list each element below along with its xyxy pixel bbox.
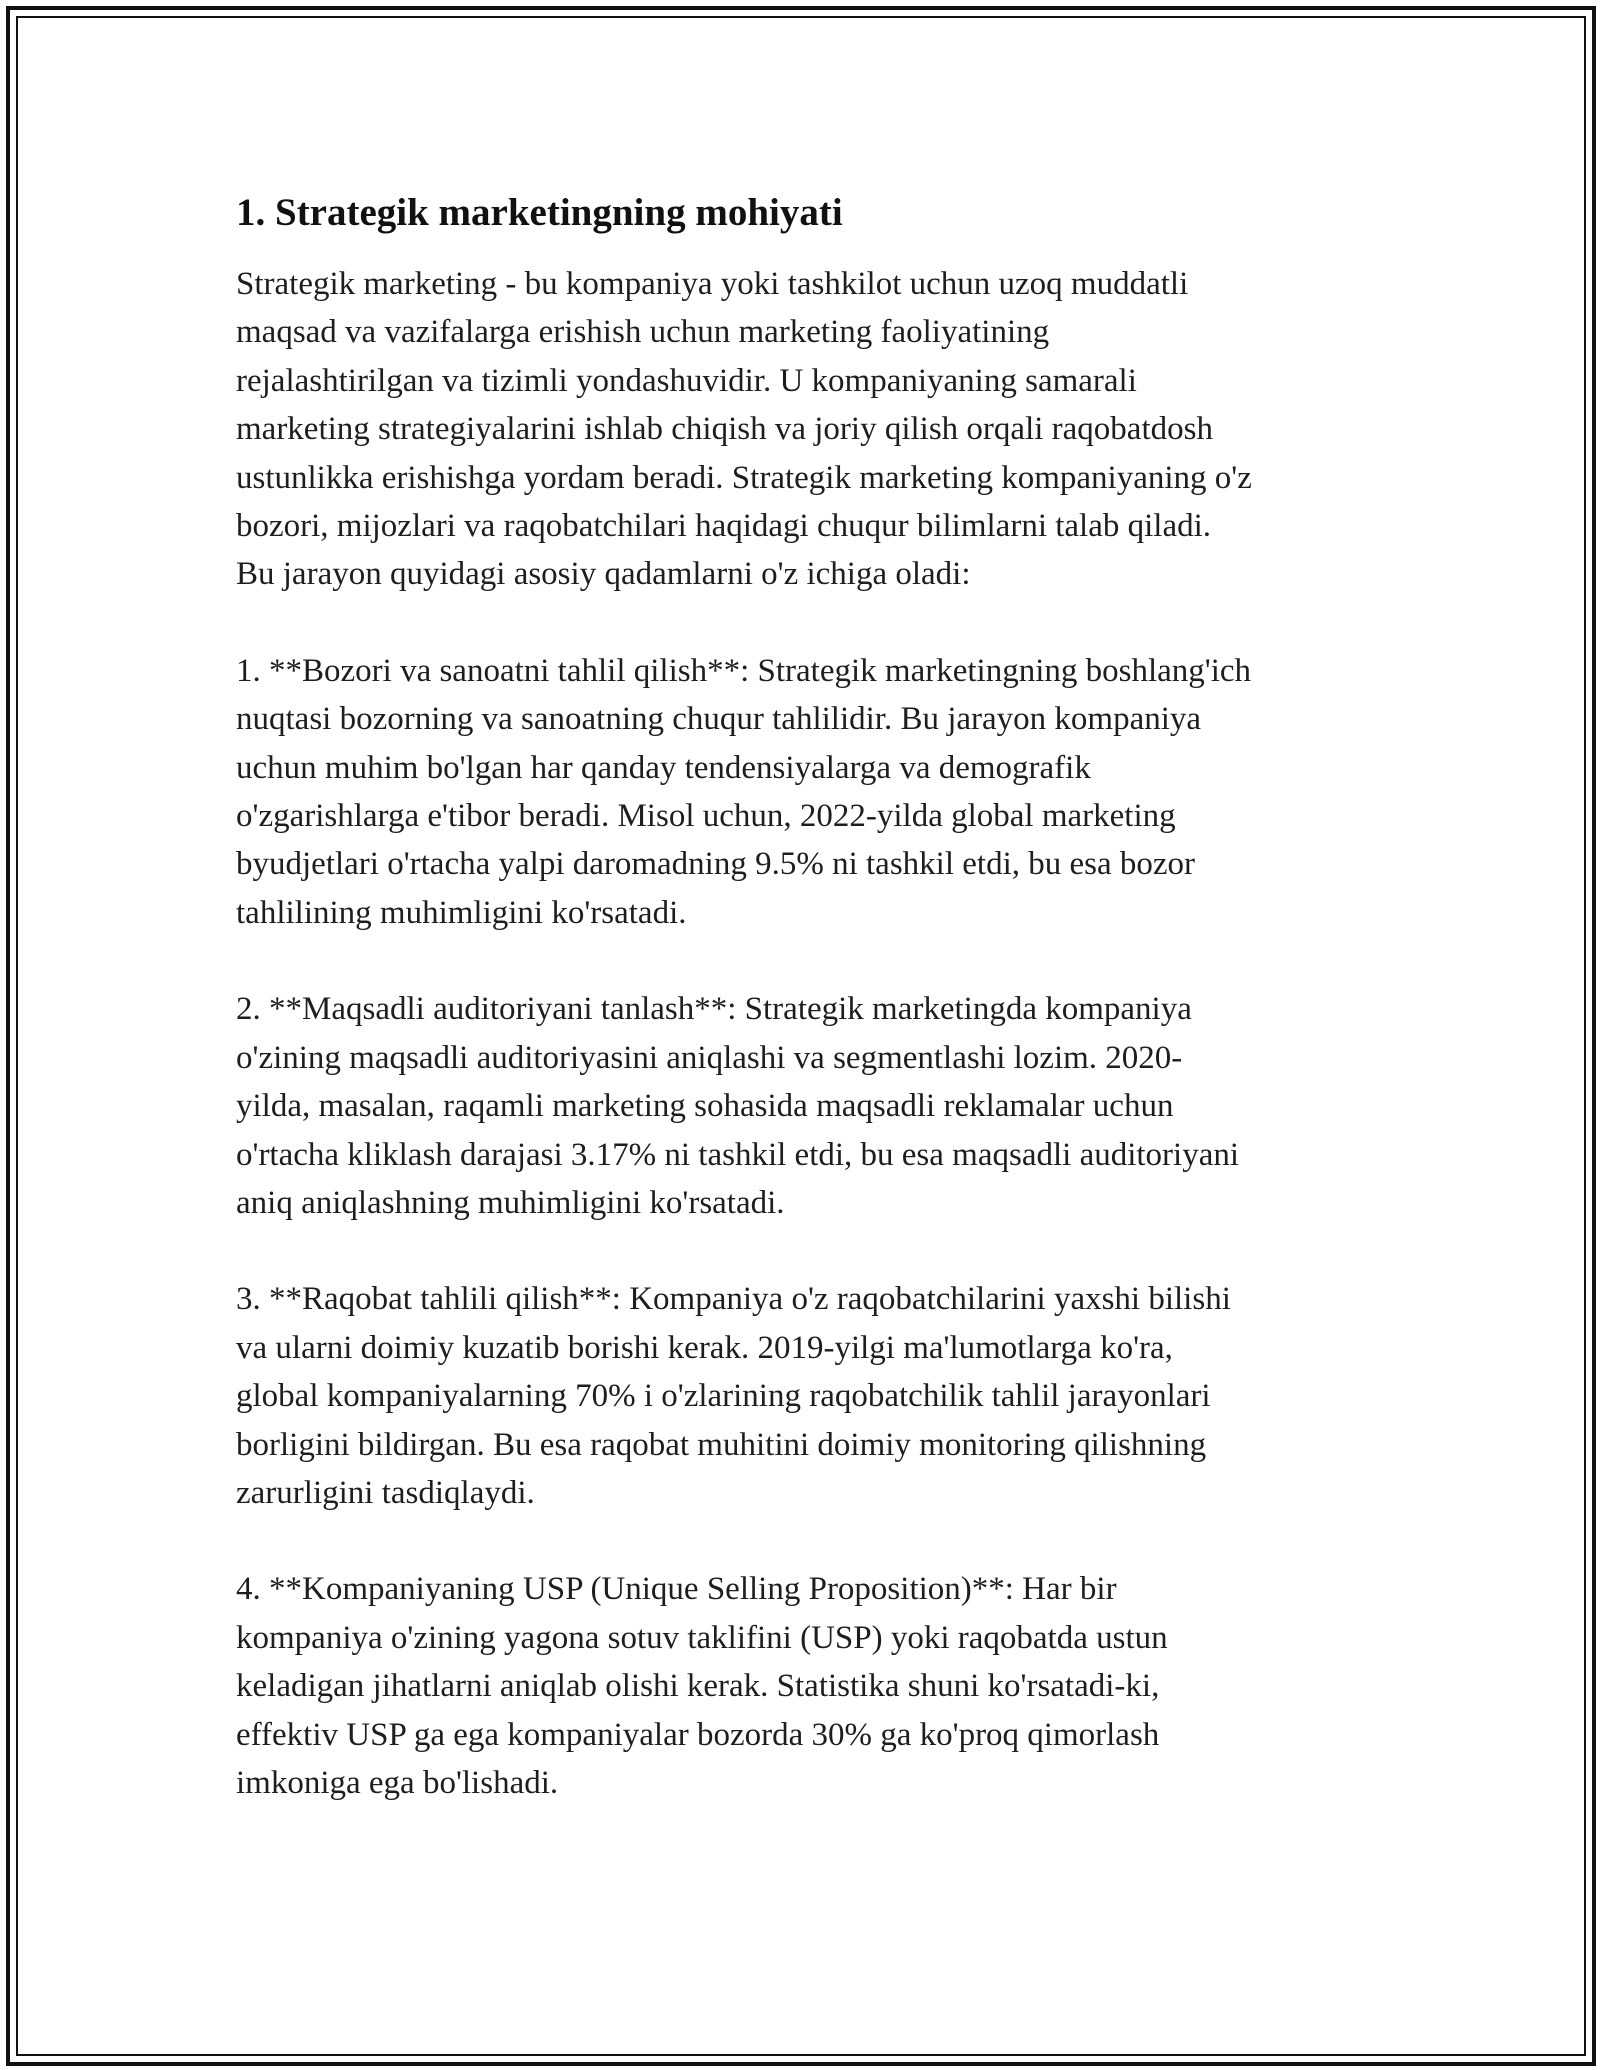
list-item-competitor-analysis: 3. **Raqobat tahlili qilish**: Kompaniya o'z raqobatchilarini yaxshi bilishi va ularni doimiy kuzatib borishi kerak. 2019-yilgi ma'lumotlarga ko'ra, global kompaniyalarning 70% i o'zlarining raqobatchilik tahlil jarayonlari borligini bildirgan. Bu esa raqobat muhitini doimiy monitoring qilishning zarurligini tasdiqlaydi. — [236, 1281, 1231, 1511]
intro-paragraph: Strategik marketing - bu kompaniya yoki tashkilot uchun uzoq muddatli maqsad va vazifalarga erishish uchun marketing faoliyatining rejalashtirilgan va tizimli yondashuvidir. U kompaniyaning samarali marketing strategiyalarini ishlab chiqish va joriy qilish orqali raqobatdosh ustunlikka erishishga yordam beradi. Strategik marketing kompaniyaning o'z bozori, mijozlari va raqobatchilari haqidagi chuqur bilimlarni talab qiladi. Bu jarayon quyidagi asosiy qadamlarni o'z ichiga oladi: — [236, 266, 1252, 593]
list-item-usp: 4. **Kompaniyaning USP (Unique Selling Proposition)**: Har bir kompaniya o'zining yagona sotuv taklifini (USP) yoki raqobatda ustun keladigan jihatlarni aniqlab olishi kerak. Statistika shuni ko'rsatadi-ki, effektiv USP ga ega kompaniyalar bozorda 30% ga ko'proq qimorlash imkoniga ega bo'lishadi. — [236, 1571, 1168, 1801]
document-body — [236, 188, 1376, 1855]
list-item-market-analysis: 1. **Bozori va sanoatni tahlil qilish**: Strategik marketingning boshlang'ich nuqtasi bozorning va sanoatning chuqur tahlilidir. Bu jarayon kompaniya uchun muhim bo'lgan har qanday tendensiyalarga va demografik o'zgarishlarga e'tibor beradi. Misol uchun, 2022-yilda global marketing byudjetlari o'rtacha yalpi daromadning 9.5% ni tashkil etdi, bu esa bozor tahlilining muhimligini ko'rsatadi. — [236, 652, 1252, 931]
list-item-target-audience: 2. **Maqsadli auditoriyani tanlash**: Strategik marketingda kompaniya o'zining maqsadli auditoriyasini aniqlashi va segmentlashi lozim. 2020- yilda, masalan, raqamli marketing sohasida maqsadli reklamalar uchun o'rtacha kliklash darajasi 3.17% ni tashkil etdi, bu esa maqsadli auditoriyani aniq aniqlashning muhimligini ko'rsatadi. — [236, 991, 1240, 1221]
section-heading: 1. Strategik marketingning mohiyati — [236, 191, 843, 234]
